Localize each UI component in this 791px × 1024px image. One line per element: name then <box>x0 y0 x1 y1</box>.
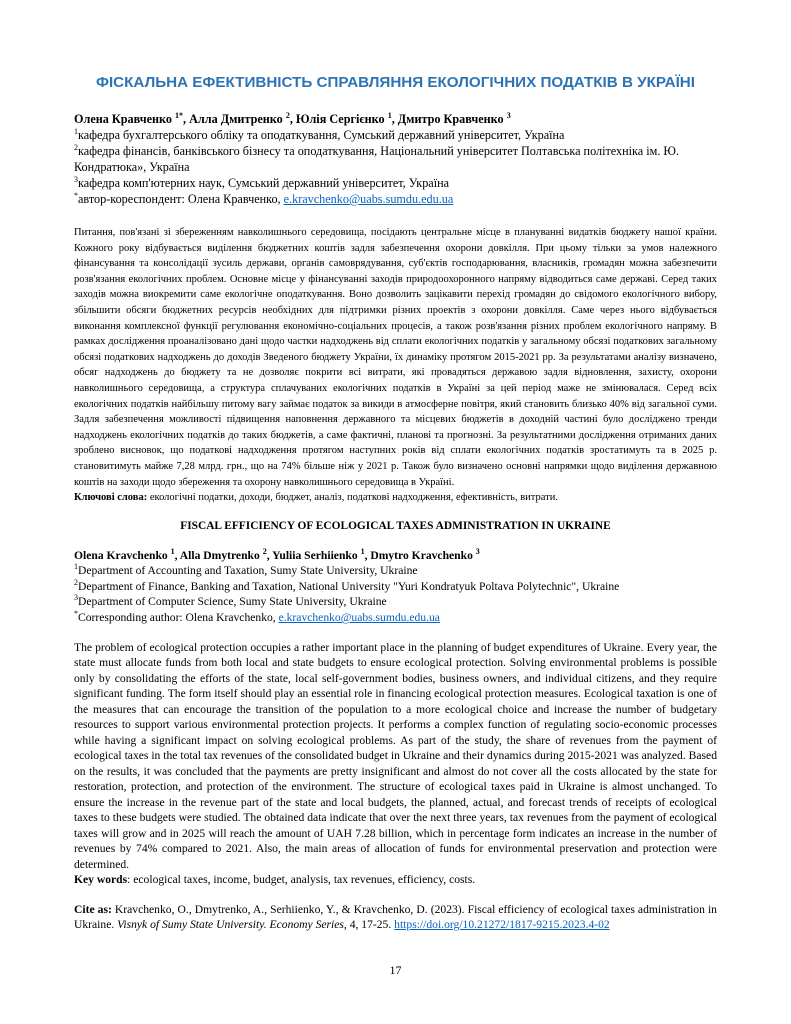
keywords-uk: Ключові слова: екологічні податки, доходи, бюджет, аналіз, податкові надходження, ефективність, витрати. <box>74 492 558 504</box>
doi-link[interactable]: https://doi.org/10.21272/1817-9215.2023.4-02 <box>394 918 610 932</box>
authors-uk: Олена Кравченко $^{1*}$, Алла Дмитренко $^2$, Юлія Сергієнко $^1$, Дмитро Кравченко $^3$ <box>74 110 511 126</box>
corresponding-author-uk: *автор-кореспондент: Олена Кравченко, e.kravchenko@uabs.sumdu.edu.ua <box>74 190 454 206</box>
citation: Cite as: Kravchenko, O., Dmytrenko, A., Serhiienko, Y., & Kravchenko, D. (2023). Fiscal efficiency of ecological taxes administration in Ukraine. Visnyk of Sumy State University. Economy Series, 4, 17-25. https://doi.org/10.21272/1817-9215.2023.4-02 <box>74 902 717 932</box>
abstract-en: The problem of ecological protection occupies a rather important place in the planning of budget expenditures of Ukraine. Every year, the state must allocate funds from both local and state budgets to ensure ecological protection. Solving environmental problems is possible only by consolidating the efforts of the state, local self-government bodies, business owners, and individual citizens, and they require significant funding. The form itself should play an essential role in financing ecological protection measures. Ecological taxation is one of the measures that can encourage the transition of the population to a more ecological choice and increase the number of budgetary resources to support various environmental protection projects. It performs a complex function of regulating socio-economic processes while having a significant impact on solving ecological problems. As part of the study, the share of revenues from the payment of ecological taxes in the total tax revenues of the consolidated budget in Ukraine and their dynamics during 2015-2021 was analyzed. Based on the results, it was concluded that the payments are pretty insignificant and almost do not cover all the costs allocated by the state for restoration, protection, and protection of the environment. The structure of ecological taxes paid in Ukraine is almost unchanged. To ensure the increase in the revenue part of the state and local budgets, the planned, actual, and forecast trends of receipts of ecological taxes to these budgets were studied. The obtained data indicate that over the next three years, tax revenues from the payment of ecological taxes will grow and in 2025 will reach the amount of UAH 7.28 billion, which in percentage form indicates an increase in the number of revenues by 74% compared to 2021. Also, the main areas of allocation of funds for environmental preservation and protection were determined. <box>74 640 717 871</box>
title-en: FISCAL EFFICIENCY OF ECOLOGICAL TAXES ADMINISTRATION IN UKRAINE <box>180 519 611 532</box>
keywords-en: Key words: ecological taxes, income, budget, analysis, tax revenues, efficiency, costs. <box>74 873 476 887</box>
affiliation-uk-1: $^1$кафедра бухгалтерського обліку та оподаткування, Сумський державний університет, Україна <box>74 126 565 142</box>
corresponding-author-en: *Corresponding author: Olena Kravchenko, e.kravchenko@uabs.sumdu.edu.ua <box>74 609 440 625</box>
author-en: Alla Dmytrenko $^2$ <box>179 546 267 562</box>
journal-name: Visnyk of Sumy State University. Economy Series, <box>117 918 347 932</box>
author-uk: Олена Кравченко $^{1*}$ <box>74 110 184 126</box>
abstract-uk: Питання, пов'язані зі збереженням навколишнього середовища, посідають центральне місце в плануванні видатків бюджету нашої країни. Кожного року відбувається виділення бюджетних коштів задля забезпечення охорони довкілля. При цьому тільки за умов належного фінансування та консолідації зусиль держави, органів самоврядування, суб'єктів господарювання, власників, громадян можна забезпечити розв'язання екологічних проблем. Основне місце у фінансуванні заходів природоохоронного напряму відводиться саме державі. Серед таких заходів можна виокремити саме екологічне оподаткування. Воно дозволить зацікавити перехід громадян до свідомого екологічного вибору, збільшити обсяги бюджетних ресурсів необхідних для підтримки різних проектів з охорони довкілля. Саме через нього відбувається виконання комплексної функції регулювання економічно-соціальних процесів, а також розв'язання різних проблем екологічного напряму. В рамках дослідження проаналізовано дані щодо частки надходжень від сплати екологічних податків у загальному обсязі податкових загальному обсязі податкових надходжень до доходів Зведеного бюджету України, їх динаміку протягом 2015-2021 рр. За результатами аналізу визначено, обсяг надходжень до бюджету та не дозволяє покрити всі витрати, які провадяться державою задля відновлення, захисту, охорони навколишнього середовища, а структура сплачуваних екологічних податків в Україні за цей період маже не змінювалася. Серед всіх екологічних податків найбільшу питому вагу займає податок за викиди в атмосферне повітря, який становить близько 40% від загальної суми. Задля забезпечення можливості підвищення наповнення державного та місцевих бюджетів в доходній частині було досліджено тренди надходжень екологічних податків до таких бюджетів, а саме фактичні, планові та прогнозні. За результатними дослідження отриманих даних зроблено висновок, що податкові надходження протягом наступних років від сплати екологічних податків зростатимуть та в 2025 р. становитимуть майже 7,28 млрд. грн., що на 74% більше ніж у 2021 р. Також було визначено основні напрямки щодо виділення державною коштів на заходи щодо збереження та охорону навколишнього середовища в Україні. <box>74 227 717 488</box>
author-en: Yuliia Serhiienko $^1$ <box>272 546 365 562</box>
title-uk: ФІСКАЛЬНА ЕФЕКТИВНІСТЬ СПРАВЛЯННЯ ЕКОЛОГІЧНИХ ПОДАТКІВ В УКРАЇНІ <box>96 74 695 91</box>
affiliation-en-1: $^1$Department of Accounting and Taxation, Sumy State University, Ukraine <box>74 562 418 578</box>
paper-page <box>74 74 717 933</box>
author-uk: Алла Дмитренко $^2$ <box>189 110 290 126</box>
author-uk: Дмитро Кравченко $^3$ <box>397 110 511 126</box>
page-number: 17 <box>389 963 402 977</box>
authors-en: Olena Kravchenko $^1$, Alla Dmytrenko $^2$, Yuliia Serhiienko $^1$, Dmytro Kravchenko $^3$ <box>74 546 480 562</box>
author-en: Dmytro Kravchenko $^3$ <box>370 546 480 562</box>
affiliation-en-3: $^3$Department of Computer Science, Sumy State University, Ukraine <box>74 593 387 609</box>
affiliation-uk-2: $^2$кафедра фінансів, банківського бізнесу та оподаткування, Національний університет Полтавська політехніка ім. Ю. Кондратюка», Україна <box>74 142 680 174</box>
author-uk: Юлія Сергієнко $^1$ <box>295 110 392 126</box>
email-link-en[interactable]: e.kravchenko@uabs.sumdu.edu.ua <box>278 611 440 625</box>
affiliation-uk-3: $^3$кафедра комп'ютерних наук, Сумський державний університет, Україна <box>74 174 450 190</box>
affiliation-en-2: $^2$Department of Finance, Banking and Taxation, National University "Yuri Kondratyuk Poltava Polytechnic", Ukraine <box>74 578 620 593</box>
email-link-uk[interactable]: e.kravchenko@uabs.sumdu.edu.ua <box>283 192 454 206</box>
author-en: Olena Kravchenko $^1$ <box>74 546 175 562</box>
